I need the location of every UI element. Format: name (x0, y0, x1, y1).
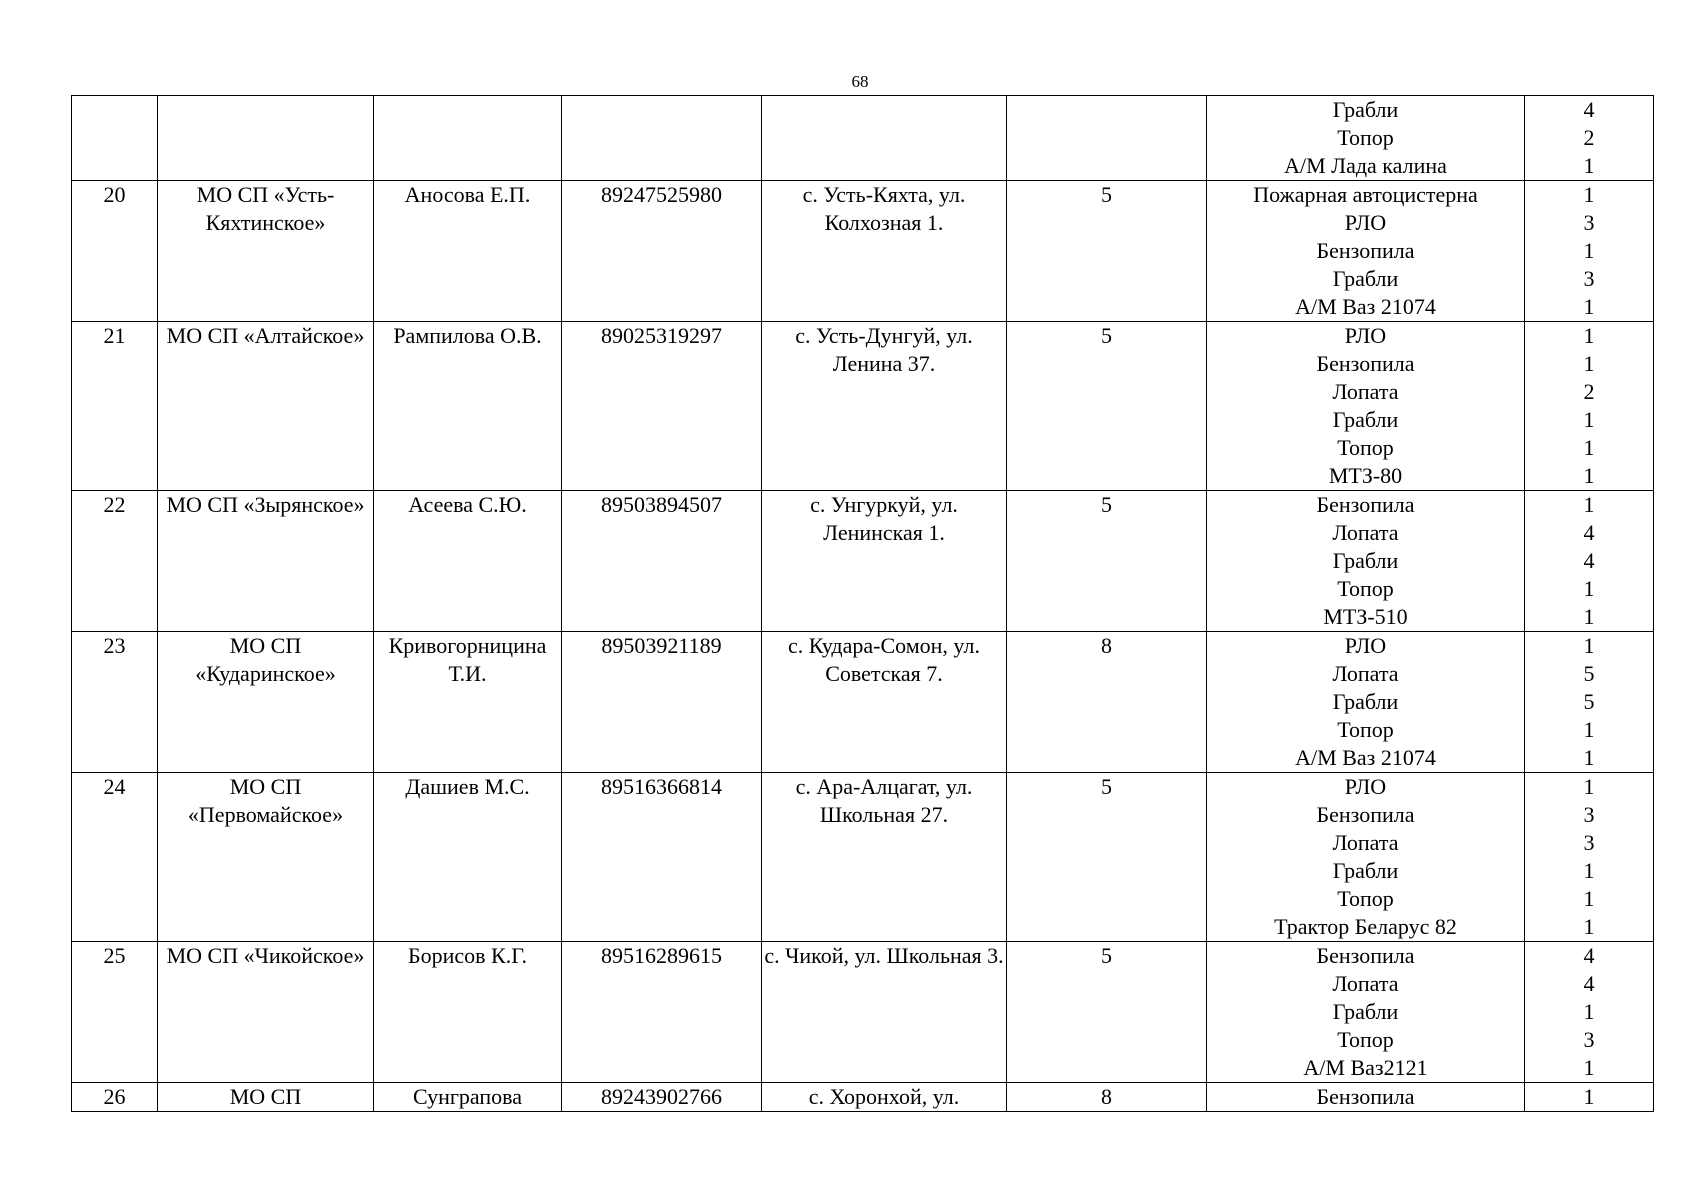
equipment-item: Топор (1337, 576, 1394, 601)
equipment-count: 5 (1583, 689, 1595, 714)
phone-cell-text: 89247525980 (601, 182, 722, 207)
equipment-count: 1 (1583, 999, 1595, 1024)
equipment-list-cell (1207, 1083, 1525, 1112)
table-row (72, 773, 1654, 942)
equipment-count: 2 (1583, 125, 1595, 150)
organization-cell-text: МО СП «Кударинское» (195, 633, 336, 686)
people-count-cell-text: 5 (1101, 323, 1112, 348)
address-cell (762, 632, 1007, 773)
equipment-list-cell (1207, 632, 1525, 773)
table-row (72, 1083, 1654, 1112)
equipment-item: МТЗ-510 (1323, 604, 1408, 629)
equipment-count-cell (1525, 181, 1654, 322)
responsible-person-cell (374, 491, 562, 632)
address-cell (762, 322, 1007, 491)
responsible-person-cell (374, 773, 562, 942)
equipment-item: Топор (1337, 886, 1394, 911)
organization-cell (158, 1083, 374, 1112)
organization-cell-text: МО СП «Первомайское» (187, 774, 344, 827)
row-number-cell (72, 96, 158, 181)
equipment-count: 4 (1583, 97, 1595, 122)
equipment-item: Топор (1337, 1027, 1394, 1052)
equipment-count: 1 (1583, 1055, 1595, 1080)
people-count-cell (1007, 181, 1207, 322)
equipment-count: 4 (1583, 548, 1595, 573)
phone-cell (562, 96, 762, 181)
equipment-count: 1 (1583, 1084, 1595, 1109)
responsible-person-cell (374, 1083, 562, 1112)
table-row (72, 491, 1654, 632)
equipment-count: 1 (1583, 351, 1595, 376)
equipment-item: Грабли (1332, 689, 1399, 714)
phone-cell (562, 632, 762, 773)
equipment-count: 4 (1583, 943, 1595, 968)
equipment-count: 1 (1583, 238, 1595, 263)
equipment-item: РЛО (1344, 774, 1387, 799)
equipment-item: А/М Ваз 21074 (1295, 745, 1436, 770)
equipment-item: Грабли (1332, 407, 1399, 432)
address-cell-text: с. Усть-Кяхта, ул. Колхозная 1. (802, 182, 966, 235)
responsible-person-cell (374, 632, 562, 773)
people-count-cell (1007, 773, 1207, 942)
phone-cell (562, 1083, 762, 1112)
row-number-cell (72, 942, 158, 1083)
equipment-item: Пожарная автоцистерна (1253, 182, 1478, 207)
equipment-count: 1 (1583, 858, 1595, 883)
organization-cell (158, 181, 374, 322)
equipment-count: 1 (1583, 323, 1595, 348)
phone-cell-text: 89025319297 (601, 323, 722, 348)
row-number-cell-text: 25 (103, 943, 126, 968)
organization-cell (158, 96, 374, 181)
equipment-count-cell (1525, 96, 1654, 181)
responsible-person-cell (374, 96, 562, 181)
equipment-list-cell (1207, 322, 1525, 491)
equipment-count: 1 (1583, 914, 1595, 939)
equipment-count: 4 (1583, 520, 1595, 545)
phone-cell (562, 942, 762, 1083)
people-count-cell (1007, 322, 1207, 491)
equipment-count: 2 (1583, 379, 1595, 404)
organization-cell (158, 322, 374, 491)
organization-cell-text: МО СП (229, 1084, 302, 1109)
table-row (72, 96, 1654, 181)
address-cell (762, 96, 1007, 181)
equipment-item: РЛО (1344, 323, 1387, 348)
phone-cell-text: 89516366814 (601, 774, 722, 799)
people-count-cell-text: 5 (1101, 492, 1112, 517)
equipment-table (71, 95, 1654, 1112)
address-cell-text: с. Чикой, ул. Школьная 3. (764, 943, 1004, 968)
equipment-count-cell (1525, 942, 1654, 1083)
equipment-list-cell (1207, 96, 1525, 181)
equipment-count: 1 (1583, 576, 1595, 601)
equipment-item: Трактор Беларус 82 (1274, 914, 1457, 939)
equipment-count: 3 (1583, 210, 1595, 235)
equipment-item: Бензопила (1316, 802, 1415, 827)
people-count-cell (1007, 1083, 1207, 1112)
people-count-cell (1007, 632, 1207, 773)
equipment-count-cell (1525, 632, 1654, 773)
equipment-list-cell (1207, 181, 1525, 322)
responsible-person-cell (374, 942, 562, 1083)
equipment-count: 3 (1583, 1027, 1595, 1052)
equipment-count: 1 (1583, 407, 1595, 432)
phone-cell-text: 89516289615 (601, 943, 722, 968)
row-number-cell (72, 1083, 158, 1112)
equipment-item: А/М Ваз 21074 (1295, 294, 1436, 319)
equipment-item: Бензопила (1316, 492, 1415, 517)
people-count-cell-text: 5 (1101, 774, 1112, 799)
equipment-item: Лопата (1332, 830, 1399, 855)
equipment-count: 4 (1583, 971, 1595, 996)
equipment-item: Бензопила (1316, 238, 1415, 263)
equipment-item: Грабли (1332, 999, 1399, 1024)
equipment-item: Бензопила (1316, 1084, 1415, 1109)
address-cell (762, 491, 1007, 632)
row-number-cell (72, 773, 158, 942)
equipment-item: Грабли (1332, 858, 1399, 883)
people-count-cell-text: 8 (1101, 633, 1112, 658)
equipment-item: Грабли (1332, 548, 1399, 573)
equipment-count: 1 (1583, 633, 1595, 658)
phone-cell (562, 491, 762, 632)
equipment-count: 1 (1583, 153, 1595, 178)
people-count-cell (1007, 491, 1207, 632)
phone-cell (562, 181, 762, 322)
phone-cell-text: 89243902766 (601, 1084, 722, 1109)
row-number-cell (72, 491, 158, 632)
equipment-count: 1 (1583, 182, 1595, 207)
equipment-count: 1 (1583, 492, 1595, 517)
equipment-item: МТЗ-80 (1328, 463, 1403, 488)
row-number-cell-text: 22 (103, 492, 126, 517)
equipment-item: Лопата (1332, 520, 1399, 545)
people-count-cell (1007, 96, 1207, 181)
equipment-list-cell (1207, 773, 1525, 942)
equipment-item: А/М Ваз2121 (1303, 1055, 1428, 1080)
responsible-person-cell-text: Аносова Е.П. (404, 182, 531, 207)
phone-cell (562, 322, 762, 491)
equipment-count: 3 (1583, 802, 1595, 827)
responsible-person-cell-text: Рампилова О.В. (393, 323, 542, 348)
address-cell (762, 773, 1007, 942)
row-number-cell (72, 181, 158, 322)
phone-cell-text: 89503894507 (601, 492, 722, 517)
equipment-item: Топор (1337, 717, 1394, 742)
address-cell-text: с. Унгуркуй, ул. Ленинская 1. (810, 492, 958, 545)
equipment-count: 3 (1583, 830, 1595, 855)
people-count-cell-text: 8 (1101, 1084, 1112, 1109)
row-number-cell (72, 322, 158, 491)
equipment-count: 1 (1583, 294, 1595, 319)
equipment-list-cell (1207, 491, 1525, 632)
responsible-person-cell (374, 322, 562, 491)
organization-cell (158, 942, 374, 1083)
organization-cell (158, 632, 374, 773)
responsible-person-cell-text: Борисов К.Г. (408, 943, 527, 968)
table-row (72, 632, 1654, 773)
organization-cell-text: МО СП «Зырянское» (166, 492, 365, 517)
equipment-count: 3 (1583, 266, 1595, 291)
address-cell-text: с. Хоронхой, ул. (808, 1084, 960, 1109)
address-cell-text: с. Ара-Алцагат, ул. Школьная 27. (795, 774, 973, 827)
phone-cell (562, 773, 762, 942)
people-count-cell-text: 5 (1101, 182, 1112, 207)
table-row (72, 181, 1654, 322)
row-number-cell-text: 26 (103, 1084, 126, 1109)
equipment-count: 1 (1583, 717, 1595, 742)
responsible-person-cell-text: Асеева С.Ю. (408, 492, 527, 517)
equipment-list-cell (1207, 942, 1525, 1083)
organization-cell-text: МО СП «Чикойское» (166, 943, 365, 968)
equipment-item: РЛО (1344, 633, 1387, 658)
equipment-count-cell (1525, 322, 1654, 491)
equipment-count: 1 (1583, 774, 1595, 799)
responsible-person-cell-text: Дашиев М.С. (405, 774, 530, 799)
row-number-cell-text: 24 (103, 774, 126, 799)
equipment-item: А/М Лада калина (1284, 153, 1447, 178)
equipment-item: Топор (1337, 435, 1394, 460)
equipment-count: 1 (1583, 463, 1595, 488)
equipment-item: РЛО (1344, 210, 1387, 235)
equipment-item: Грабли (1332, 266, 1399, 291)
address-cell (762, 1083, 1007, 1112)
row-number-cell-text: 20 (103, 182, 126, 207)
equipment-item: Бензопила (1316, 351, 1415, 376)
row-number-cell-text: 23 (103, 633, 126, 658)
table-body (72, 96, 1654, 1112)
equipment-count-cell (1525, 1083, 1654, 1112)
equipment-count: 1 (1583, 435, 1595, 460)
organization-cell (158, 773, 374, 942)
equipment-item: Топор (1337, 125, 1394, 150)
equipment-count: 1 (1583, 745, 1595, 770)
people-count-cell-text: 5 (1101, 943, 1112, 968)
row-number-cell (72, 632, 158, 773)
organization-cell-text: МО СП «Алтайское» (166, 323, 365, 348)
phone-cell-text: 89503921189 (601, 633, 722, 658)
responsible-person-cell-text: Сунграпова (412, 1084, 523, 1109)
people-count-cell (1007, 942, 1207, 1083)
equipment-item: Лопата (1332, 661, 1399, 686)
equipment-count-cell (1525, 773, 1654, 942)
table-row (72, 942, 1654, 1083)
equipment-item: Грабли (1332, 97, 1399, 122)
row-number-cell-text: 21 (103, 323, 126, 348)
equipment-item: Лопата (1332, 379, 1399, 404)
address-cell-text: с. Усть-Дунгуй, ул. Ленина 37. (795, 323, 973, 376)
page-number: 68 (851, 72, 869, 91)
equipment-item: Бензопила (1316, 943, 1415, 968)
address-cell-text: с. Кудара-Сомон, ул. Советская 7. (788, 633, 980, 686)
table-row (72, 322, 1654, 491)
equipment-count: 1 (1583, 886, 1595, 911)
address-cell (762, 181, 1007, 322)
equipment-count-cell (1525, 491, 1654, 632)
responsible-person-cell-text: Кривогорницина Т.И. (388, 633, 547, 686)
address-cell (762, 942, 1007, 1083)
equipment-count: 1 (1583, 604, 1595, 629)
responsible-person-cell (374, 181, 562, 322)
organization-cell (158, 491, 374, 632)
equipment-count: 5 (1583, 661, 1595, 686)
equipment-item: Лопата (1332, 971, 1399, 996)
organization-cell-text: МО СП «Усть-Кяхтинское» (196, 182, 335, 235)
